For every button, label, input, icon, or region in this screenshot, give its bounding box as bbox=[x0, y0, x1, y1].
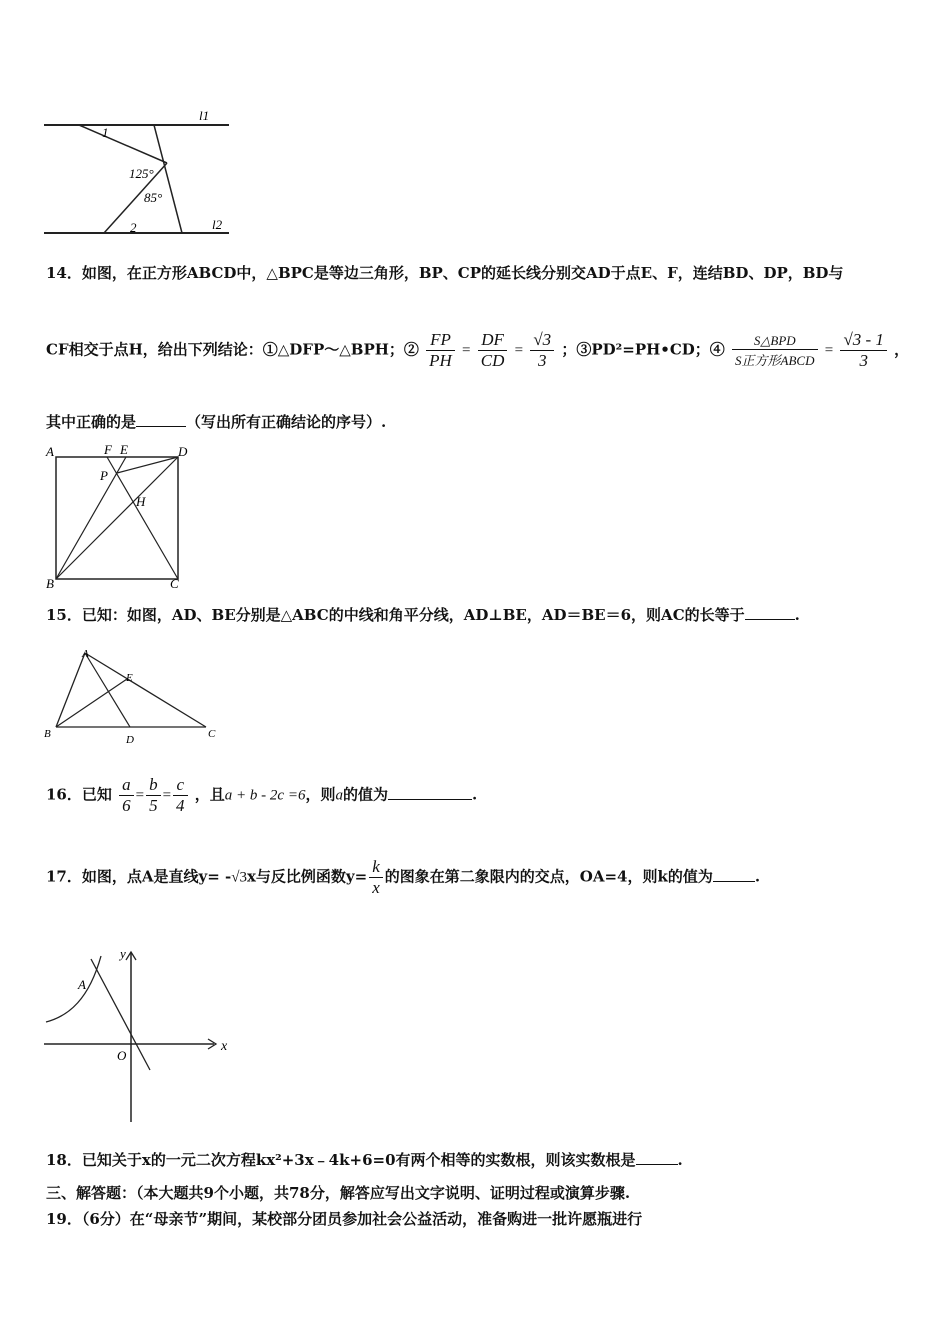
q18-text: 18．已知关于x的一元二次方程kx²+3x﹣4k+6=0有两个相等的实数根，则该实数根是 bbox=[46, 1151, 636, 1169]
frac-den: 4 bbox=[176, 796, 185, 815]
frac-den: x bbox=[372, 878, 380, 897]
q17-sqrt: √3 bbox=[231, 869, 247, 886]
q14-end: ， bbox=[894, 340, 910, 359]
q17-post: 的图象在第二象限内的交点，OA=4，则k的值为 bbox=[384, 867, 713, 886]
q16-post2: 的值为 bbox=[342, 785, 388, 804]
q16-line: 16．已知 $\frac{a}{6}$ = $\frac{b}{5}$ = $\frac{c}{4}$ ，且a + b - 2c =6，则a的值为 . bbox=[46, 775, 478, 815]
equals: = bbox=[462, 342, 471, 359]
answer-blank[interactable] bbox=[745, 619, 795, 620]
label-A: A bbox=[78, 977, 86, 992]
q15-end: . bbox=[794, 606, 800, 624]
frac-num: S△BPD bbox=[732, 333, 817, 350]
figure-square-abcd bbox=[44, 440, 194, 590]
q14-line3-post: （写出所有正确结论的序号）. bbox=[186, 413, 387, 431]
frac-den: 3 bbox=[537, 351, 547, 370]
q17-line bbox=[46, 857, 760, 898]
label-angle-2: 2 bbox=[130, 220, 137, 235]
frac-den: 3 bbox=[859, 351, 868, 370]
answer-blank[interactable] bbox=[136, 426, 186, 427]
q16-pre: 16．已知 bbox=[46, 785, 112, 804]
frac-area-ratio bbox=[732, 333, 817, 369]
q17-mid: x与反比例函数y= bbox=[246, 867, 368, 886]
label-C: C bbox=[208, 728, 216, 740]
frac-fp-ph bbox=[426, 330, 455, 371]
frac-df-cd bbox=[478, 330, 508, 371]
q16-end: . bbox=[471, 785, 478, 804]
label-O: O bbox=[117, 1048, 127, 1063]
frac-num: a bbox=[119, 775, 134, 796]
q16-mid: ，且 bbox=[194, 785, 225, 804]
q15-text: 15．已知：如图，AD、BE分别是△ABC的中线和角平分线，AD⊥BE，AD＝BE＝6，则AC的长等于 bbox=[46, 606, 745, 624]
equals: = bbox=[514, 342, 524, 359]
frac-den: 6 bbox=[122, 796, 131, 815]
frac-num: DF bbox=[478, 330, 508, 351]
q18-line bbox=[46, 1149, 683, 1170]
label-D: D bbox=[178, 444, 188, 459]
q14-line2-pre: CF相交于点H，给出下列结论：①△DFP～△BPH；② bbox=[46, 340, 419, 359]
label-B: B bbox=[44, 728, 51, 740]
equals: = bbox=[824, 342, 834, 359]
frac-a-6 bbox=[119, 775, 134, 816]
frac-num: k bbox=[369, 857, 383, 878]
label-A: A bbox=[46, 444, 54, 459]
label-l1: l1 bbox=[199, 108, 210, 123]
label-125: 125° bbox=[129, 166, 154, 181]
answer-blank[interactable] bbox=[388, 799, 472, 800]
label-D: D bbox=[126, 734, 134, 745]
frac-num: c bbox=[173, 775, 188, 796]
label-l2: l2 bbox=[212, 217, 223, 232]
answer-blank[interactable] bbox=[713, 881, 755, 882]
label-y: y bbox=[120, 946, 126, 961]
label-angle-1: 1 bbox=[102, 125, 109, 140]
label-B: B bbox=[46, 576, 54, 590]
q17-pre: 17．如图，点A是直线y= - bbox=[46, 867, 232, 886]
q14-line3 bbox=[46, 411, 386, 432]
label-P: P bbox=[100, 468, 108, 483]
frac-num: √3 bbox=[530, 330, 554, 351]
frac-num: FP bbox=[426, 330, 455, 351]
q19-line: 19．（6分）在“母亲节”期间，某校部分团员参加社会公益活动，准备购进一批许愿瓶进行 bbox=[46, 1210, 643, 1228]
figure-triangle-abc bbox=[44, 645, 224, 745]
q16-expr: a + b - 2c =6 bbox=[224, 787, 306, 804]
q14-line1: 14．如图，在正方形ABCD中，△BPC是等边三角形，BP、CP的延长线分别交AD于点E、F，连结BD、DP，BD与 bbox=[46, 264, 844, 282]
q14-line2 bbox=[46, 330, 909, 371]
q14-line3-pre: 其中正确的是 bbox=[46, 413, 137, 431]
figure-coordinate-graph bbox=[44, 944, 239, 1124]
label-85: 85° bbox=[144, 190, 163, 205]
q16-post: ，则 bbox=[305, 785, 336, 804]
label-A: A bbox=[82, 648, 89, 660]
frac-sqrt3-3 bbox=[530, 330, 554, 371]
label-H: H bbox=[136, 494, 146, 509]
label-E: E bbox=[120, 442, 128, 457]
label-C: C bbox=[170, 576, 179, 590]
frac-den: PH bbox=[429, 351, 452, 370]
figure-parallel-lines bbox=[44, 105, 234, 240]
frac-den: S正方形ABCD bbox=[735, 352, 815, 368]
frac-k-x bbox=[369, 857, 383, 898]
q17-end: . bbox=[754, 867, 761, 886]
frac-b-5 bbox=[146, 775, 161, 816]
frac-c-4 bbox=[173, 775, 188, 816]
q15-line bbox=[46, 604, 800, 625]
frac-num: √3 - 1 bbox=[840, 330, 887, 351]
answer-blank[interactable] bbox=[636, 1164, 678, 1165]
q16-var: a bbox=[335, 787, 343, 804]
label-x: x bbox=[221, 1039, 228, 1054]
frac-den: 5 bbox=[149, 796, 158, 815]
frac-num: b bbox=[146, 775, 161, 796]
frac-den: CD bbox=[480, 351, 505, 370]
q14-sep3: ；③PD²=PH•CD；④ bbox=[561, 340, 725, 359]
q18-end: . bbox=[677, 1151, 683, 1169]
label-E: E bbox=[126, 672, 133, 684]
label-F: F bbox=[104, 442, 112, 457]
frac-sqrt3-minus1-3 bbox=[840, 330, 887, 371]
section-3-heading: 三、解答题：（本大题共9个小题，共78分，解答应写出文字说明、证明过程或演算步骤. bbox=[46, 1184, 631, 1202]
